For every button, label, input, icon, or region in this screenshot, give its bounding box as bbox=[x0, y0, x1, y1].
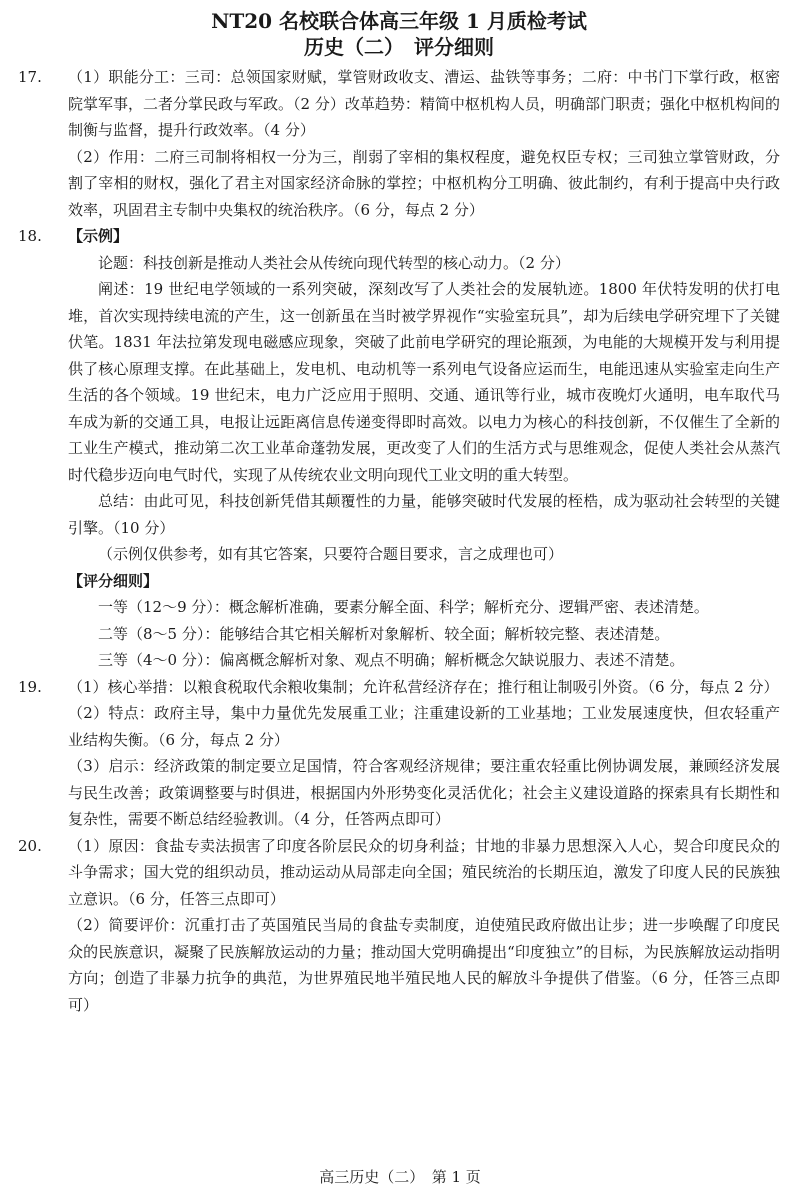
rubric-grade-1: 一等（12～9 分）：概念解析准确，要素分解全面、科学；解析充分、逻辑严密、表述清楚。 bbox=[98, 598, 709, 616]
exam-subtitle: 历史（二） 评分细则 bbox=[304, 35, 494, 59]
answer-part-1: （1）职能分工：三司：总领国家财赋，掌管财政收支、漕运、盐铁等事务；二府：中书门下掌行政，枢密院掌军事，二者分掌民政与军政。（2 分）改革趋势：精简中枢机构人员，明确部门职责；强化中枢机构间的制衡与监督，提升行政效率。（4 分） bbox=[68, 68, 780, 139]
answer-part-1: （1）核心举措：以粮食税取代余粮收集制；允许私营经济存在；推行租让制吸引外资。（6 分，每点 2 分） bbox=[68, 677, 779, 696]
question-number: 20. bbox=[18, 836, 42, 855]
example-heading: 【示例】 bbox=[68, 227, 129, 245]
example-thesis: 论题：科技创新是推动人类社会从传统向现代转型的核心动力。（2 分） bbox=[98, 253, 570, 272]
question-number: 19. bbox=[18, 677, 42, 696]
question-number: 18. bbox=[18, 227, 42, 245]
answer-part-2: （2）特点：政府主导，集中力量优先发展重工业；注重建设新的工业基地；工业发展速度快，但农轻重产业结构失衡。（6 分，每点 2 分） bbox=[68, 704, 780, 749]
question-17 bbox=[18, 64, 780, 223]
page-footer: 高三历史（二） 第 1 页 bbox=[319, 1168, 481, 1186]
rubric-grade-3: 三等（4～0 分）：偏离概念解析对象、观点不明确；解析概念欠缺说服力、表述不清楚。 bbox=[98, 651, 685, 669]
example-note: （示例仅供参考，如有其它答案，只要符合题目要求，言之成理也可） bbox=[98, 545, 564, 563]
exam-title: NT20 名校联合体高三年级 1 月质检考试 bbox=[211, 9, 587, 33]
question-19 bbox=[18, 674, 780, 833]
example-summary: 总结：由此可见，科技创新凭借其颠覆性的力量，能够突破时代发展的桎梏，成为驱动社会转型的关键引擎。（10 分） bbox=[68, 492, 780, 537]
answer-part-1: （1）原因：食盐专卖法损害了印度各阶层民众的切身利益；甘地的非暴力思想深入人心，契合印度民众的斗争需求；国大党的组织动员，推动运动从局部走向全国；殖民统治的长期压迫，激发了印度人民的民族独立意识。（6 分，任答三点即可） bbox=[68, 836, 780, 908]
rubric-heading: 【评分细则】 bbox=[68, 571, 159, 590]
example-argument: 阐述：19 世纪电学领域的一系列突破，深刻改写了人类社会的发展轨迹。1800 年伏特发明的伏打电堆，首次实现持续电流的产生，这一创新虽在当时被学界视作“实验室玩具”，却为后续电学研究埋下了关键伏笔。1831 年法拉第发现电磁感应现象，突破了此前电学研究的理论瓶颈，为电能的大规模开发与利用提供了核心原理支撑。在此基础上，发电机、电动机等一系列电气设备应运而生，电能迅速从实验室走向生产生活的各个领域。19 世纪末，电力广泛应用于照明、交通、通讯等行业，城市夜晚灯火通明，电车取代马车成为新的交通工具，电报让远距离信息传递变得即时高效。以电力为核心的科技创新，不仅催生了全新的工业生产模式，推动第二次工业革命蓬勃发展，更改变了人们的生活方式与思维观念，促使人类社会从蒸汽时代稳步迈向电气时代，实现了从传统农业文明向现代工业文明的重大转型。 bbox=[68, 280, 780, 484]
rubric-grade-2: 二等（8～5 分）：能够结合其它相关解析对象解析、较全面；解析较完整、表述清楚。 bbox=[98, 624, 670, 643]
answer-part-2: （2）简要评价：沉重打击了英国殖民当局的食盐专卖制度，迫使殖民政府做出让步；进一步唤醒了印度民众的民族意识，凝聚了民族解放运动的力量；推动国大党明确提出“印度独立”的目标，为民族解放运动指明方向；创造了非暴力抗争的典范，为世界殖民地半殖民地人民的解放斗争提供了借鉴。（6 分，任答三点即可） bbox=[68, 916, 780, 1014]
question-20 bbox=[18, 833, 780, 1019]
answer-part-3: （3）启示：经济政策的制定要立足国情，符合客观经济规律；要注重农轻重比例协调发展，兼顾经济发展与民生改善；政策调整要与时俱进，根据国内外形势变化灵活优化；社会主义建设道路的探索具有长期性和复杂性，需要不断总结经验教训。（4 分，任答两点即可） bbox=[68, 757, 780, 828]
question-number: 17. bbox=[18, 68, 42, 86]
answer-part-2: （2）作用：二府三司制将相权一分为三，削弱了宰相的集权程度，避免权臣专权；三司独立掌管财政，分割了宰相的财权，强化了君主对国家经济命脉的掌控；中枢机构分工明确、彼此制约，有利于提高中央行政效率，巩固君主专制中央集权的统治秩序。（6 分，每点 2 分） bbox=[68, 147, 780, 219]
question-18 bbox=[18, 223, 780, 674]
